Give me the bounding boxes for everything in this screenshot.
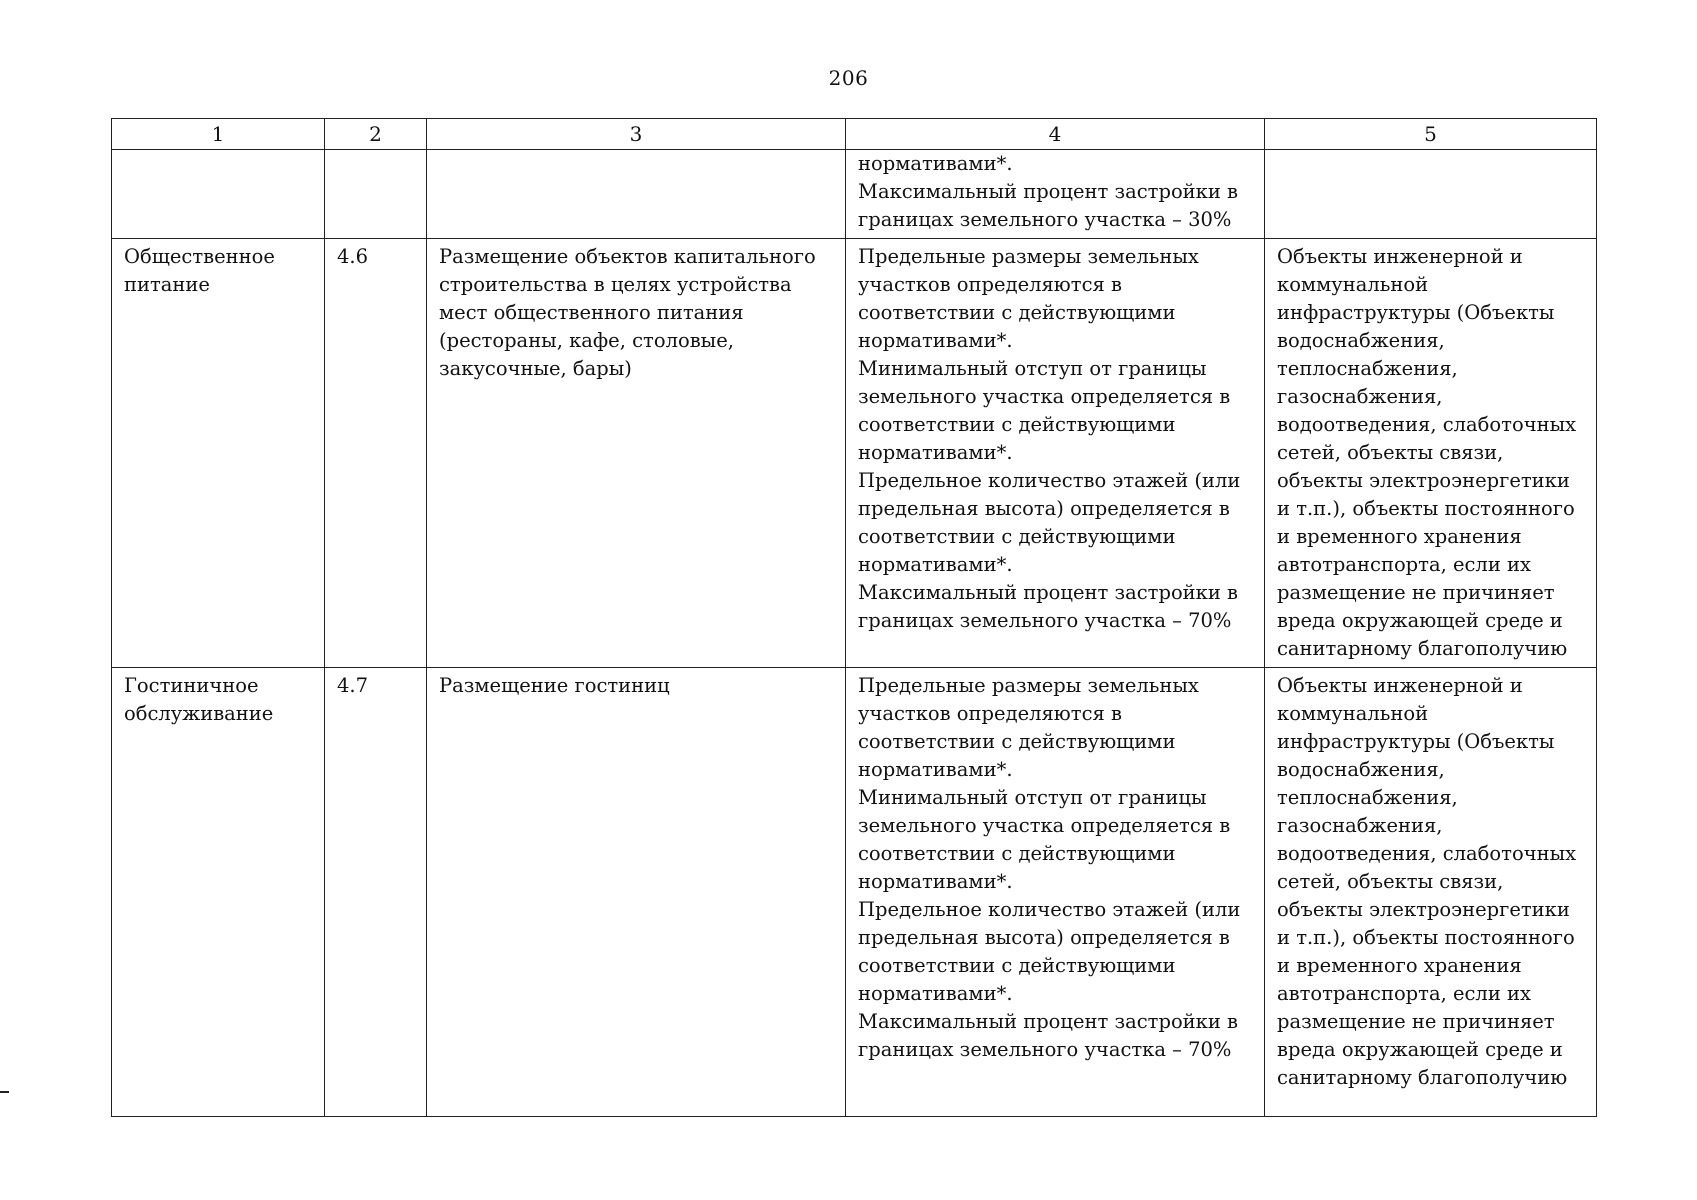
- text-line: Минимальный отступ от границы: [858, 786, 1207, 809]
- cell-auxiliary-uses: [1265, 239, 1597, 668]
- text-line: нормативами*.: [858, 982, 1013, 1005]
- text-line: Максимальный процент застройки в: [858, 1010, 1239, 1033]
- text-line: Предельное количество этажей (или: [858, 898, 1241, 921]
- text-line: газоснабжения,: [1277, 814, 1443, 837]
- text-line: сетей, объекты связи,: [1277, 441, 1504, 464]
- text-line: размещение не причиняет: [1277, 581, 1555, 604]
- table-row: [112, 668, 1597, 1117]
- text-line: автотранспорта, если их: [1277, 982, 1532, 1005]
- text-line: предельная высота) определяется в: [858, 926, 1230, 949]
- text-line: водоотведения, слаботочных: [1277, 413, 1577, 436]
- cell-use-type: [112, 239, 325, 668]
- text-line: соответствии с действующими: [858, 954, 1176, 977]
- column-header: 5: [1265, 119, 1597, 150]
- column-header: 4: [846, 119, 1265, 150]
- table-row: [112, 150, 1597, 239]
- text-line: размещение не причиняет: [1277, 1010, 1555, 1033]
- table-header-row: [112, 119, 1597, 150]
- text-line: Максимальный процент застройки в: [858, 180, 1239, 203]
- cell-auxiliary-uses: [1265, 668, 1597, 1117]
- cell-use-type: [112, 668, 325, 1117]
- text-line: (рестораны, кафе, столовые,: [439, 329, 734, 352]
- text-line: водоотведения, слаботочных: [1277, 842, 1577, 865]
- text-line: Предельные размеры земельных: [858, 674, 1199, 697]
- text-line: нормативами*.: [858, 152, 1013, 175]
- text-line: коммунальной: [1277, 273, 1429, 296]
- cell-description: [427, 668, 846, 1117]
- text-line: Размещение гостиниц: [439, 674, 670, 697]
- cell-description: [427, 239, 846, 668]
- text-line: участков определяются в: [858, 273, 1122, 296]
- text-line: автотранспорта, если их: [1277, 553, 1532, 576]
- text-line: Общественное: [124, 245, 275, 268]
- column-header: 3: [427, 119, 846, 150]
- cell-code: 4.6: [325, 239, 427, 668]
- text-line: водоснабжения,: [1277, 758, 1445, 781]
- cell-parameters: [846, 239, 1265, 668]
- cell-auxiliary-uses: [1265, 150, 1597, 239]
- text-line: границах земельного участка – 30%: [858, 208, 1232, 231]
- text-line: Гостиничное: [124, 674, 259, 697]
- text-line: теплоснабжения,: [1277, 786, 1458, 809]
- text-line: мест общественного питания: [439, 301, 744, 324]
- cell-code: 4.7: [325, 668, 427, 1117]
- text-line: инфраструктуры (Объекты: [1277, 301, 1555, 324]
- column-header: 1: [112, 119, 325, 150]
- text-line: теплоснабжения,: [1277, 357, 1458, 380]
- text-line: нормативами*.: [858, 870, 1013, 893]
- text-line: соответствии с действующими: [858, 525, 1176, 548]
- cell-code: [325, 150, 427, 239]
- text-line: вреда окружающей среде и: [1277, 1038, 1563, 1061]
- text-line: газоснабжения,: [1277, 385, 1443, 408]
- margin-mark: [0, 1091, 9, 1093]
- text-line: вреда окружающей среде и: [1277, 609, 1563, 632]
- text-line: и временного хранения: [1277, 954, 1522, 977]
- page-number: 206: [828, 66, 869, 90]
- text-line: земельного участка определяется в: [858, 814, 1231, 837]
- text-line: нормативами*.: [858, 758, 1013, 781]
- text-line: участков определяются в: [858, 702, 1122, 725]
- text-line: строительства в целях устройства: [439, 273, 792, 296]
- text-line: земельного участка определяется в: [858, 385, 1231, 408]
- text-line: санитарному благополучию: [1277, 1066, 1568, 1089]
- cell-parameters: [846, 150, 1265, 239]
- text-line: границах земельного участка – 70%: [858, 609, 1232, 632]
- cell-use-type: [112, 150, 325, 239]
- text-line: нормативами*.: [858, 329, 1013, 352]
- text-line: инфраструктуры (Объекты: [1277, 730, 1555, 753]
- cell-parameters: [846, 668, 1265, 1117]
- text-line: питание: [124, 273, 210, 296]
- text-line: соответствии с действующими: [858, 301, 1176, 324]
- text-line: закусочные, бары): [439, 357, 632, 380]
- text-line: Объекты инженерной и: [1277, 245, 1523, 268]
- text-line: соответствии с действующими: [858, 730, 1176, 753]
- text-line: и т.п.), объекты постоянного: [1277, 926, 1575, 949]
- text-line: Размещение объектов капитального: [439, 245, 816, 268]
- text-line: соответствии с действующими: [858, 413, 1176, 436]
- text-line: Предельное количество этажей (или: [858, 469, 1241, 492]
- text-line: нормативами*.: [858, 441, 1013, 464]
- text-line: соответствии с действующими: [858, 842, 1176, 865]
- text-line: Объекты инженерной и: [1277, 674, 1523, 697]
- text-line: Предельные размеры земельных: [858, 245, 1199, 268]
- text-line: и временного хранения: [1277, 525, 1522, 548]
- text-line: Максимальный процент застройки в: [858, 581, 1239, 604]
- text-line: объекты электроэнергетики: [1277, 469, 1570, 492]
- text-line: и т.п.), объекты постоянного: [1277, 497, 1575, 520]
- table-row: [112, 239, 1597, 668]
- text-line: границах земельного участка – 70%: [858, 1038, 1232, 1061]
- regulations-table: [111, 118, 1597, 1117]
- text-line: санитарному благополучию: [1277, 637, 1568, 660]
- text-line: предельная высота) определяется в: [858, 497, 1230, 520]
- text-line: обслуживание: [124, 702, 274, 725]
- text-line: коммунальной: [1277, 702, 1429, 725]
- column-header: 2: [325, 119, 427, 150]
- text-line: нормативами*.: [858, 553, 1013, 576]
- text-line: сетей, объекты связи,: [1277, 870, 1504, 893]
- text-line: водоснабжения,: [1277, 329, 1445, 352]
- cell-description: [427, 150, 846, 239]
- text-line: Минимальный отступ от границы: [858, 357, 1207, 380]
- text-line: объекты электроэнергетики: [1277, 898, 1570, 921]
